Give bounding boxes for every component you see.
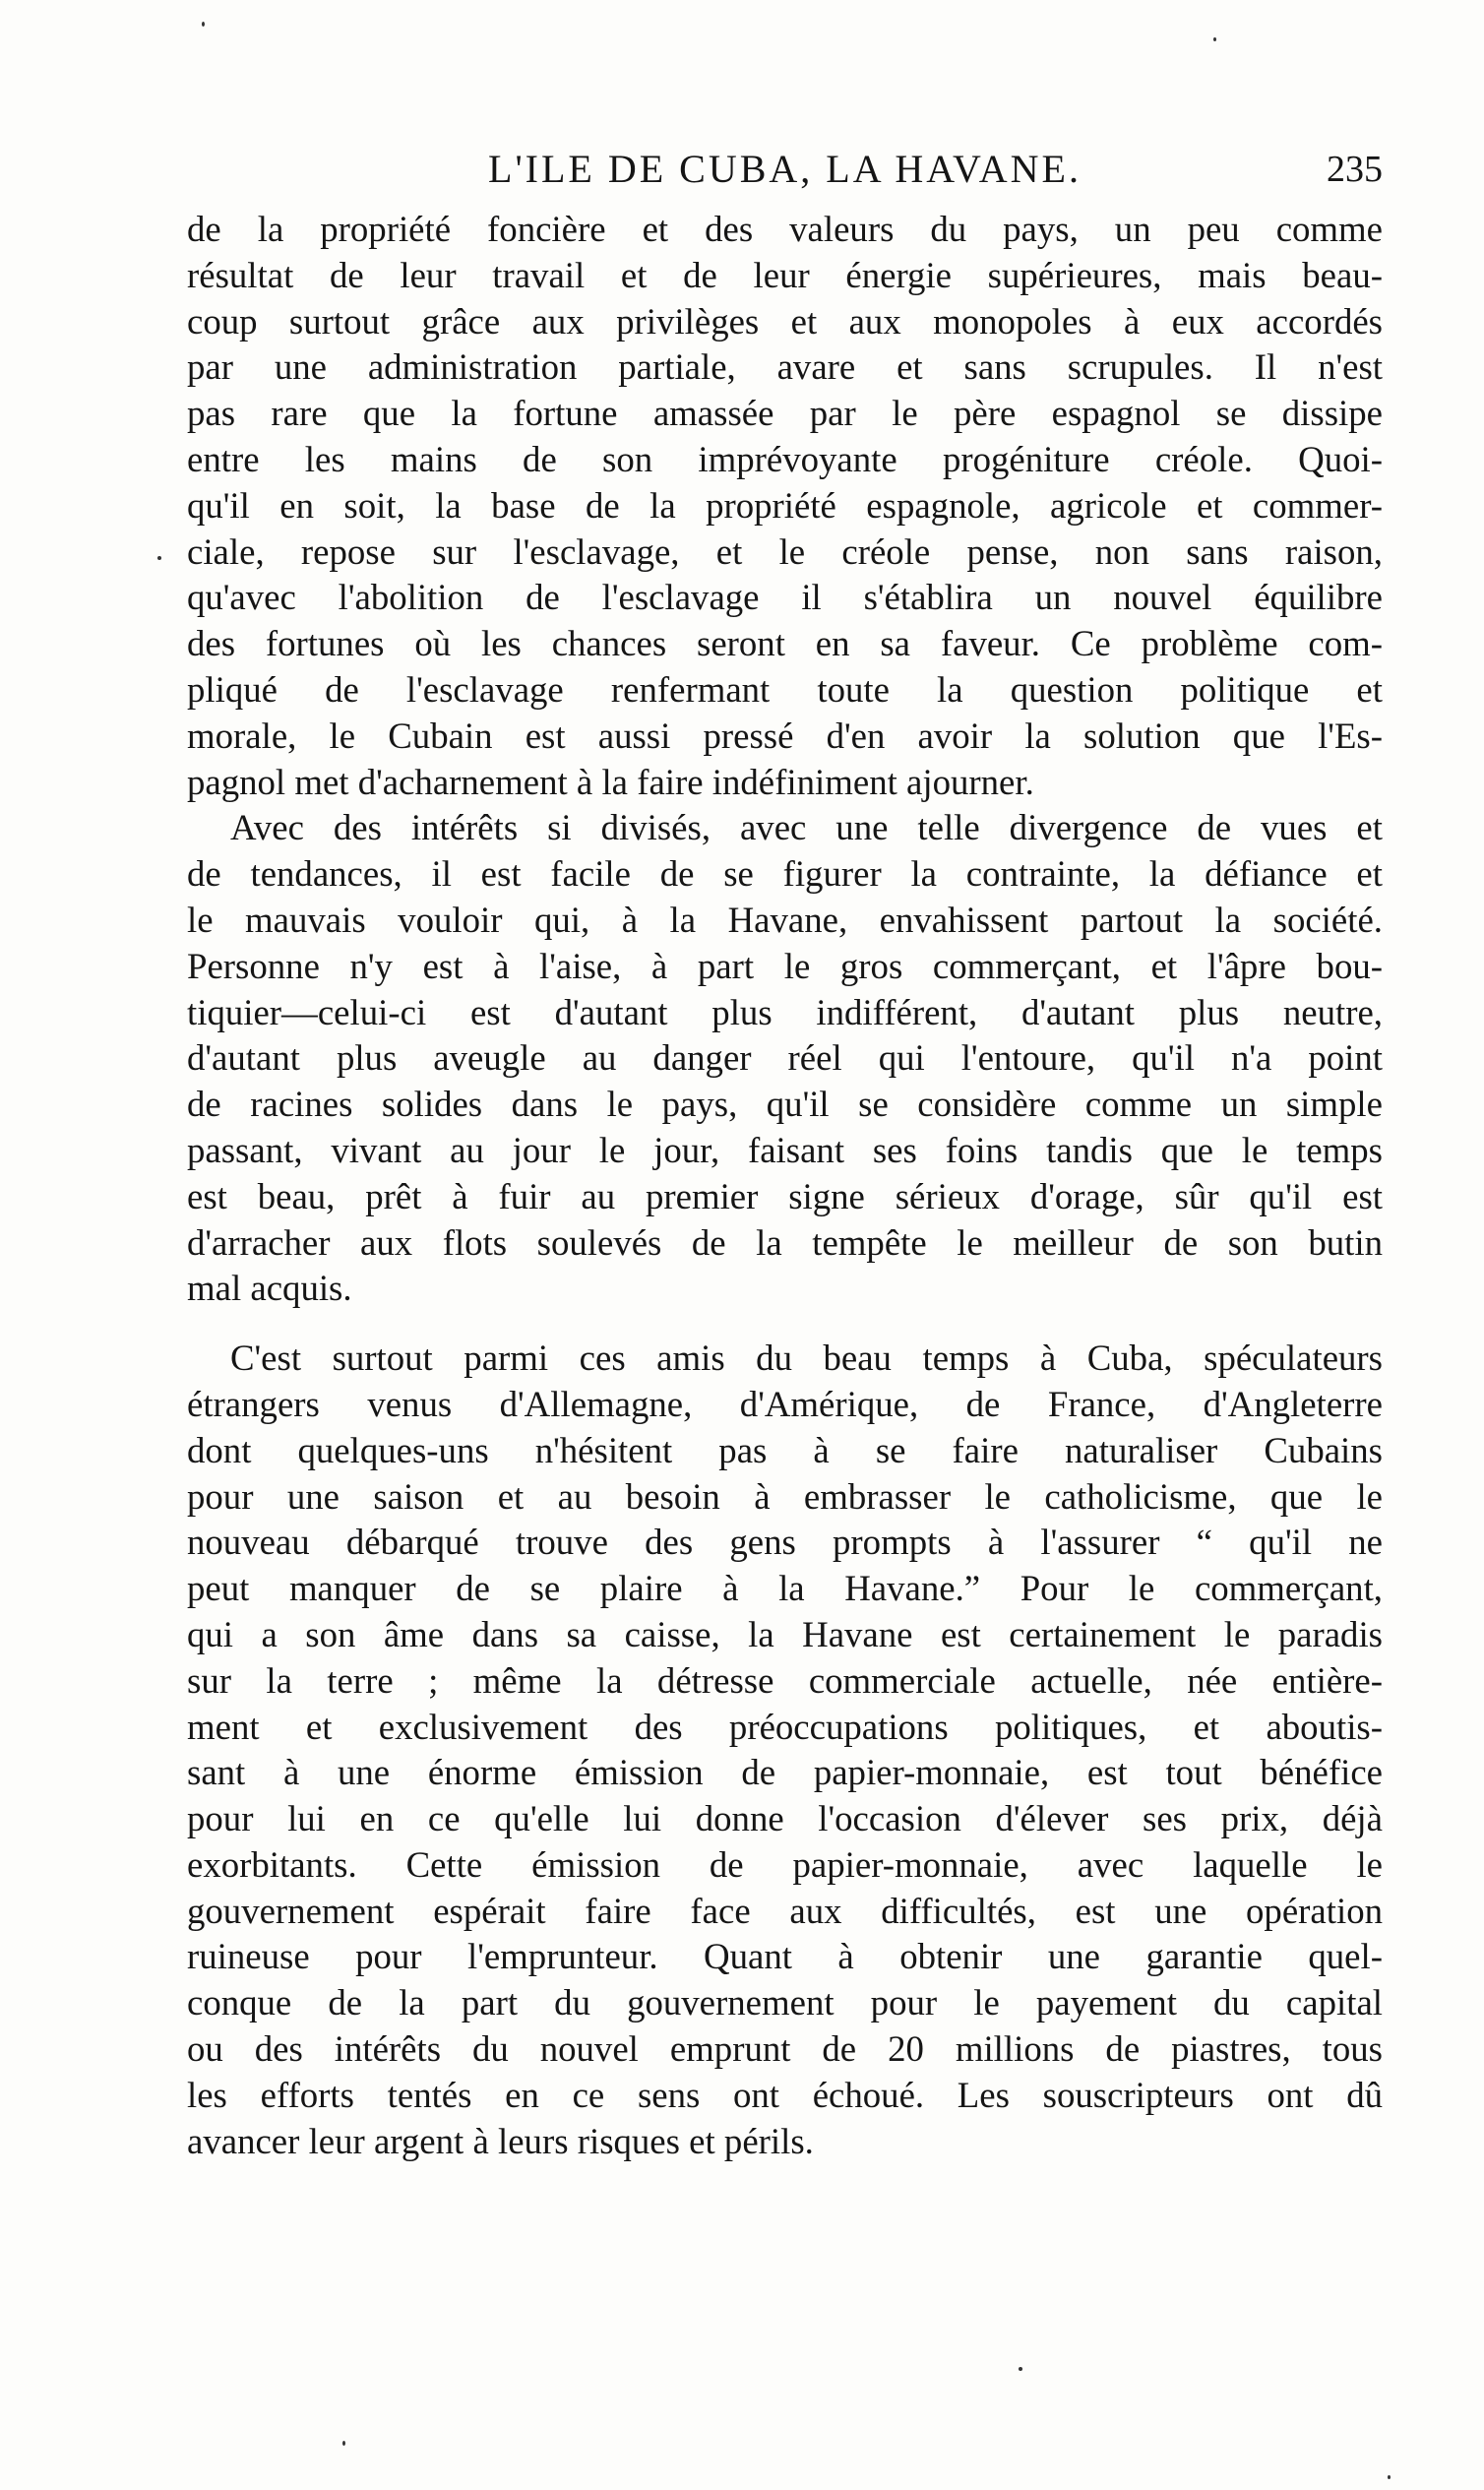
text-line: par une administration partiale, avare et sans scrupules. Il n'est xyxy=(187,346,1383,388)
text-line: C'est surtout parmi ces amis du beau temps à Cuba, spéculateurs xyxy=(230,1338,1383,1379)
text-line: ruineuse pour l'emprunteur. Quant à obtenir une garantie quel- xyxy=(187,1936,1383,1977)
text-line: sur la terre ; même la détresse commerciale actuelle, née entière- xyxy=(187,1659,1383,1701)
text-line: est beau, prêt à fuir au premier signe sérieux d'orage, sûr qu'il est xyxy=(187,1175,1383,1216)
text-line: ciale, repose sur l'esclavage, et le créole pense, non sans raison, xyxy=(187,530,1383,572)
text-line: morale, le Cubain est aussi pressé d'en avoir la solution que l'Es- xyxy=(187,715,1383,756)
running-title: L'ILE DE CUBA, LA HAVANE. xyxy=(488,147,1082,191)
text-line: pagnol met d'acharnement à la faire indéfiniment ajourner. xyxy=(187,761,1034,802)
text-line: mal acquis. xyxy=(187,1268,352,1309)
text-line: pliqué de l'esclavage renfermant toute la question politique et xyxy=(187,668,1383,710)
text-line: de racines solides dans le pays, qu'il se considère comme un simple xyxy=(187,1084,1383,1125)
text-line: le mauvais vouloir qui, à la Havane, envahissent partout la société. xyxy=(187,899,1383,940)
text-line: ment et exclusivement des préoccupations politiques, et aboutis- xyxy=(187,1706,1383,1747)
text-line: des fortunes où les chances seront en sa faveur. Ce problème com- xyxy=(187,623,1383,664)
text-line: Personne n'y est à l'aise, à part le gros commerçant, et l'âpre bou- xyxy=(187,945,1383,986)
running-head xyxy=(187,140,1383,199)
text-line: peut manquer de se plaire à la Havane.” Pour le commerçant, xyxy=(187,1568,1383,1609)
scan-speck xyxy=(202,22,205,27)
text-line: avancer leur argent à leurs risques et périls. xyxy=(187,2120,814,2161)
text-line: étrangers venus d'Allemagne, d'Amérique, de France, d'Angleterre xyxy=(187,1383,1383,1424)
paragraph-1 xyxy=(187,207,1383,805)
text-line: pour lui en ce qu'elle lui donne l'occasion d'élever ses prix, déjà xyxy=(187,1798,1383,1839)
page-number: 235 xyxy=(1327,149,1383,190)
paragraph-gap xyxy=(187,1312,1383,1336)
text-line: pas rare que la fortune amassée par le père espagnol se dissipe xyxy=(187,393,1383,434)
text-line: nouveau débarqué trouve des gens prompts à l'assurer “ qu'il ne xyxy=(187,1522,1383,1563)
text-line: dont quelques-uns n'hésitent pas à se faire naturaliser Cubains xyxy=(187,1429,1383,1470)
text-line: qu'il en soit, la base de la propriété espagnole, agricole et commer- xyxy=(187,484,1383,526)
text-line: Avec des intérêts si divisés, avec une telle divergence de vues et xyxy=(230,807,1383,848)
text-line: pour une saison et au besoin à embrasser le catholicisme, que le xyxy=(187,1475,1383,1517)
scan-speck xyxy=(342,2441,345,2446)
text-line: coup surtout grâce aux privilèges et aux monopoles à eux accordés xyxy=(187,300,1383,342)
paragraph-3 xyxy=(187,1336,1383,2164)
text-line: exorbitants. Cette émission de papier-monnaie, avec laquelle le xyxy=(187,1843,1383,1885)
text-line: d'arracher aux flots soulevés de la tempête le meilleur de son butin xyxy=(187,1221,1383,1263)
scan-speck xyxy=(1388,2475,1391,2479)
scan-speck xyxy=(1019,2367,1022,2371)
text-line: de la propriété foncière et des valeurs du pays, un peu comme xyxy=(187,209,1383,249)
text-line: résultat de leur travail et de leur énergie supérieures, mais beau- xyxy=(187,254,1383,295)
text-line: conque de la part du gouvernement pour le payement du capital xyxy=(187,1982,1383,2023)
text-line: qu'avec l'abolition de l'esclavage il s'établira un nouvel équilibre xyxy=(187,577,1383,618)
text-line: entre les mains de son imprévoyante progéniture créole. Quoi- xyxy=(187,438,1383,479)
text-line: passant, vivant au jour le jour, faisant ses foins tandis que le temps xyxy=(187,1129,1383,1170)
text-line: d'autant plus aveugle au danger réel qui l'entoure, qu'il n'a point xyxy=(187,1037,1383,1079)
scan-speck xyxy=(1213,37,1216,41)
text-line: les efforts tentés en ce sens ont échoué. Les souscripteurs ont dû xyxy=(187,2074,1383,2115)
text-line: ou des intérêts du nouvel emprunt de 20 millions de piastres, tous xyxy=(187,2028,1383,2070)
paragraph-2 xyxy=(187,805,1383,1312)
text-line: gouvernement espérait faire face aux difficultés, est une opération xyxy=(187,1890,1383,1931)
text-line: qui a son âme dans sa caisse, la Havane est certainement le paradis xyxy=(187,1613,1383,1654)
scan-speck xyxy=(157,556,161,560)
body-text xyxy=(187,207,1383,2164)
text-line: sant à une énorme émission de papier-monnaie, est tout bénéfice xyxy=(187,1752,1383,1793)
text-line: de tendances, il est facile de se figurer la contrainte, la défiance et xyxy=(187,853,1383,895)
text-line: tiquier—celui-ci est d'autant plus indifférent, d'autant plus neutre, xyxy=(187,991,1383,1032)
